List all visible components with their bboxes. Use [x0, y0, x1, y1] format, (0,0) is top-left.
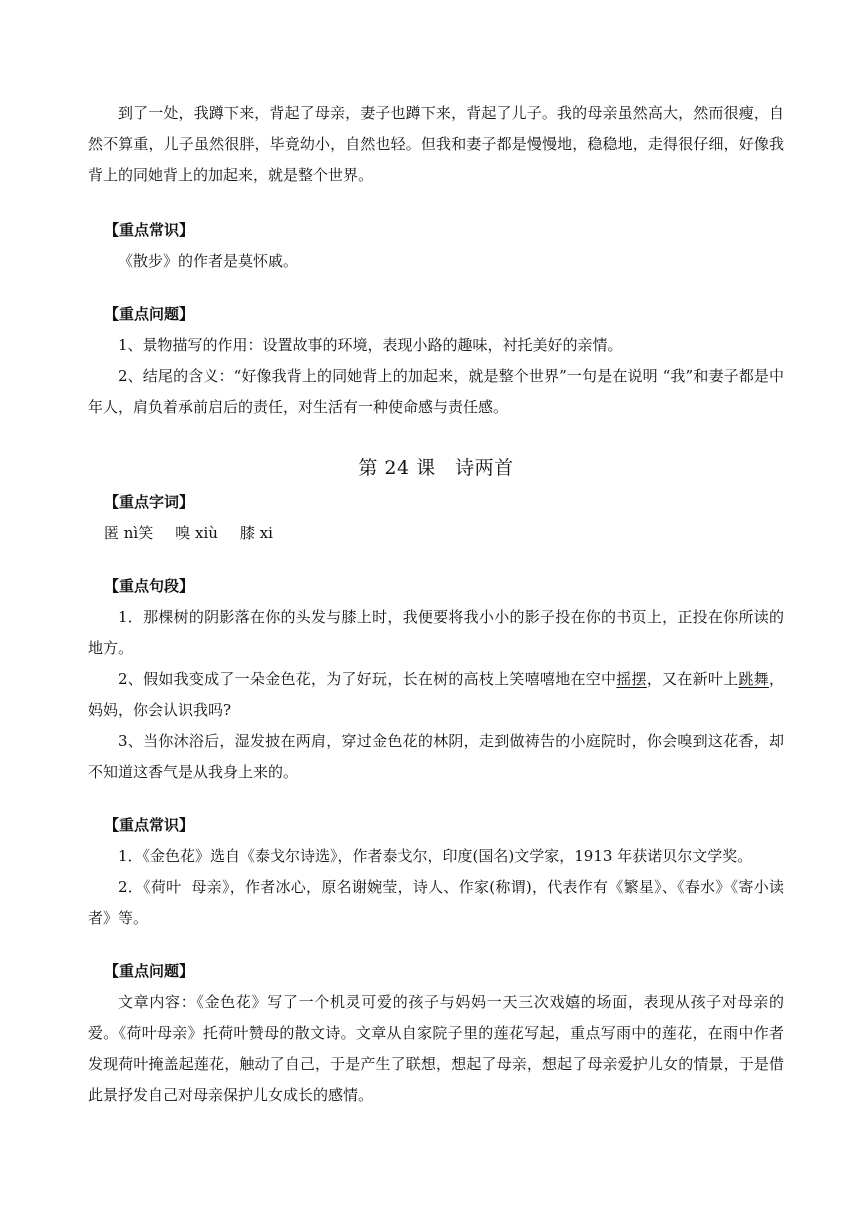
intro-paragraph: 到了一处，我蹲下来，背起了母亲，妻子也蹲下来，背起了儿子。我的母亲虽然高大，然而很瘦，自然不算重，儿子虽然很胖，毕竟幼小，自然也轻。但我和妻子都是慢慢地，稳稳地，走得很仔细，好像我背上的同她背上的加起来，就是整个世界。: [88, 104, 784, 184]
sentence-2-part-c: ，妈妈，你会认识我吗?: [88, 670, 784, 719]
section-heading-sentences: 【重点句段】: [104, 577, 195, 595]
key-word-1: 匿 nì笑: [104, 524, 154, 542]
lesson-title: 第 24 课 诗两首: [358, 457, 514, 479]
underlined-word-swing: 摇摆: [616, 670, 647, 688]
sentence-2-part-b: ，又在新叶上: [646, 670, 739, 688]
section-heading-knowledge: 【重点常识】: [104, 221, 195, 239]
knowledge-text: 《散步》的作者是莫怀戚。: [118, 252, 299, 270]
question-item-2: 2、结尾的含义：“好像我背上的同她背上的加起来，就是整个世界”一句是在说明 “我”和妻子都是中年人，肩负着承前启后的责任，对生活有一种使命感与责任感。: [88, 367, 784, 416]
section-heading-words: 【重点字词】: [104, 493, 195, 511]
key-word-3: 膝 xi: [239, 524, 273, 542]
document-body: [88, 98, 784, 1111]
sentence-item-2: [88, 664, 784, 726]
knowledge-item-1: 1．《金色花》选自《泰戈尔诗选》，作者泰戈尔，印度(国名)文学家，1913 年获诺贝尔文学奖。: [118, 847, 753, 865]
key-words-line: [88, 518, 784, 549]
answer-paragraph: 文章内容：《金色花》写了一个机灵可爱的孩子与妈妈一天三次戏嬉的场面，表现从孩子对母亲的爱。《荷叶母亲》托荷叶赞母的散文诗。文章从自家院子里的莲花写起，重点写雨中的莲花，在雨中作者发现荷叶掩盖起莲花，触动了自己，于是产生了联想，想起了母亲，想起了母亲爱护儿女的情景，于是借此景抒发自己对母亲保护儿女成长的感情。: [88, 993, 784, 1104]
section-heading-questions: 【重点问题】: [104, 305, 195, 323]
sentence-item-1: 1．那棵树的阴影落在你的头发与膝上时，我便要将我小小的影子投在你的书页上，正投在你所读的地方。: [88, 608, 784, 657]
section-heading-questions-2: 【重点问题】: [104, 962, 195, 980]
question-item-1: 1、景物描写的作用：设置故事的环境，表现小路的趣味，衬托美好的亲情。: [118, 336, 623, 354]
sentence-2-part-a: 2、假如我变成了一朵金色花，为了好玩，长在树的高枝上笑嘻嘻地在空中: [118, 670, 617, 688]
section-heading-knowledge-2: 【重点常识】: [104, 816, 195, 834]
underlined-word-dance: 跳舞: [738, 670, 769, 688]
sentence-item-3: 3、当你沐浴后，湿发披在两肩，穿过金色花的林阴，走到做祷告的小庭院时，你会嗅到这花香，却不知道这香气是从我身上来的。: [88, 732, 784, 781]
knowledge-item-2: 2．《荷叶 母亲》，作者冰心，原名谢婉莹，诗人、作家(称谓)，代表作有《繁星》、《春水》《寄小读者》等。: [88, 878, 784, 927]
key-word-2: 嗅 xiù: [175, 524, 218, 542]
